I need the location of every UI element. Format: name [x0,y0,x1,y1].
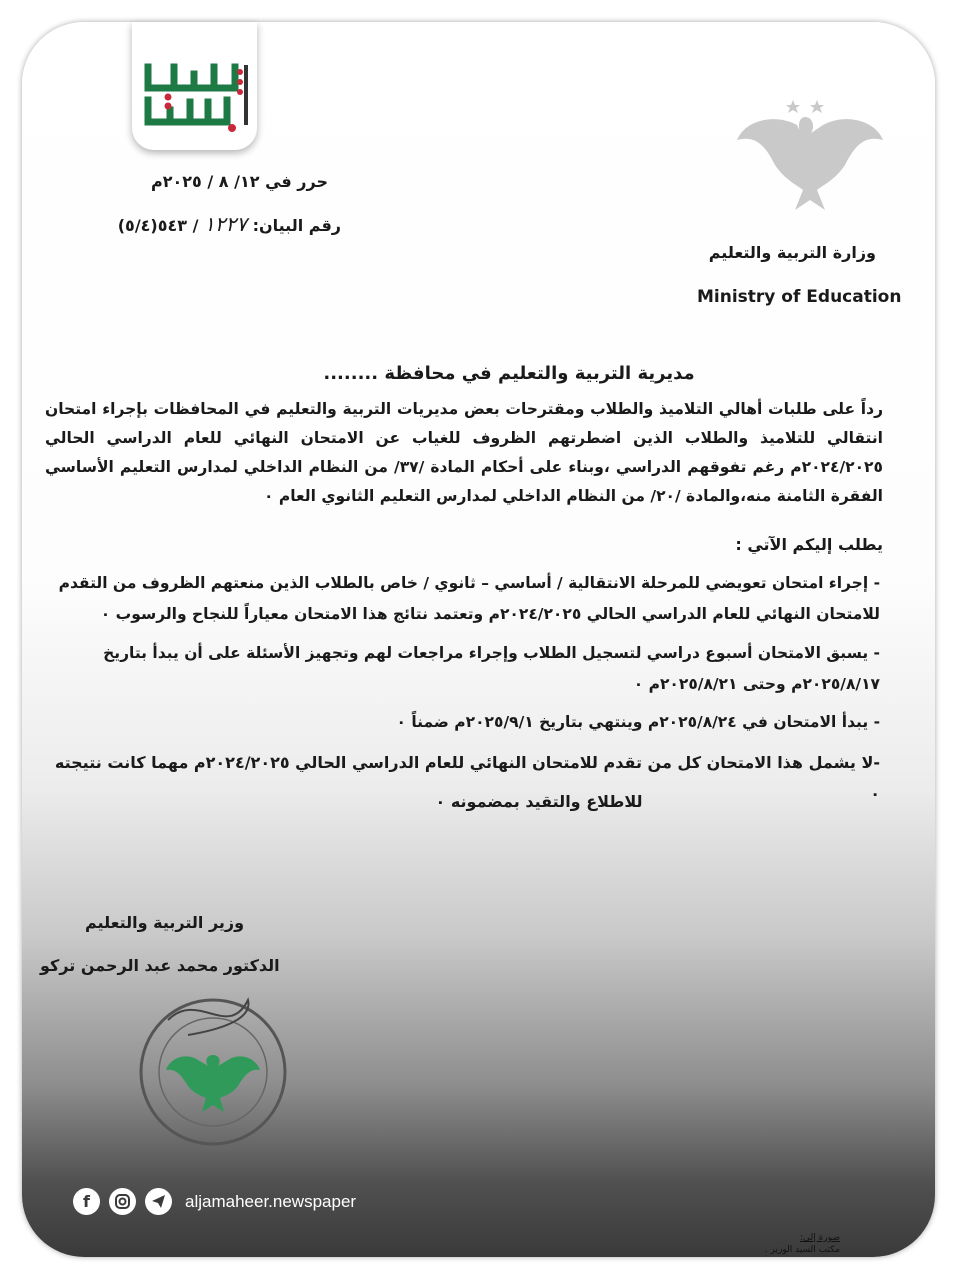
intro-paragraph: رداً على طلبات أهالي التلاميذ والطلاب ومقترحات بعض مديريات التربية والتعليم في المحافظات بإجراء امتحان انتقالي للتلاميذ والطلاب الذين اضطرتهم الظروف للغياب عن الامتحان النهائي للعام الدراسي الحالي ٢٠٢٤/٢٠٢٥م رغم تفوقهم الدراسي ،وبناء على أحكام المادة /٣٧/ من النظام الداخلي لمدارس التعليم الأساسي الفقرة الثامنة منه،والمادة /٢٠/ من النظام الداخلي لمدارس التعليم الثانوي العام ٠ [45,400,883,505]
request-item: - يبدأ الامتحان في ٢٠٢٥/٨/٢٤م وينتهي بتاريخ ٢٠٢٥/٩/١م ضمناً ٠ [396,713,880,731]
ref-value: / ٥٤٣(٥/٤) [117,216,199,235]
reference-number [118,212,341,236]
closing-line: للاطلاع والتقيد بمضمونه ٠ [435,792,643,811]
signatory-title: وزير التربية والتعليم [85,913,245,932]
newspaper-logo [132,22,257,150]
request-item: -لا يشمل هذا الامتحان كل من تقدم للامتحان النهائي للعام الدراسي الحالي ٢٠٢٤/٢٠٢٥م مهما كانت نتيجته ٠ [54,753,880,803]
eagle-emblem-icon [735,95,885,215]
date-label: حرر في [265,172,328,191]
cc-line: مكتب السيد الوزير . [764,1245,840,1255]
ministry-name-arabic: وزارة التربية والتعليم [708,243,876,262]
official-stamp-icon [128,980,303,1150]
issue-date [151,172,328,191]
request-item: - يسبق الامتحان أسبوع دراسي لتسجيل الطلاب وإجراء مراجعات لهم وتجهيز الأسئلة على أن يبدأ بتاريخ ٢٠٢٥/٨/١٧م وحتى ٢٠٢٥/٨/٢١م ٠ [103,644,880,693]
request-heading: يطلب إليكم الآتي : [735,535,883,554]
carbon-copy [765,1232,840,1256]
instagram-icon[interactable] [109,1188,136,1215]
signatory-name: الدكتور محمد عبد الرحمن تركو [40,956,280,975]
cc-label: صورة إلى: [800,1233,840,1243]
telegram-icon[interactable] [145,1188,172,1215]
social-footer [73,1188,356,1215]
ref-handwritten: ١٢٢٧ [204,212,247,236]
ministry-name-english: Ministry of Education [697,287,902,307]
ref-label: رقم البيان: [252,216,341,235]
date-value: ١٢/ ٨ / ٢٠٢٥م [150,172,260,191]
aljamaheer-logo-icon [132,22,257,150]
document-title: مديرية التربية والتعليم في محافظة ........ [323,363,695,384]
facebook-icon[interactable]: f [73,1188,100,1215]
request-item: - إجراء امتحان تعويضي للمرحلة الانتقالية / أساسي – ثانوي / خاص بالطلاب الذين منعتهم الظروف من التقدم للامتحان النهائي للعام الدراسي الحالي ٢٠٢٤/٢٠٢٥م وتعتمد نتائج هذا الامتحان معياراً للنجاح والرسوب ٠ [58,574,880,623]
social-handle[interactable]: aljamaheer.newspaper [185,1191,357,1211]
